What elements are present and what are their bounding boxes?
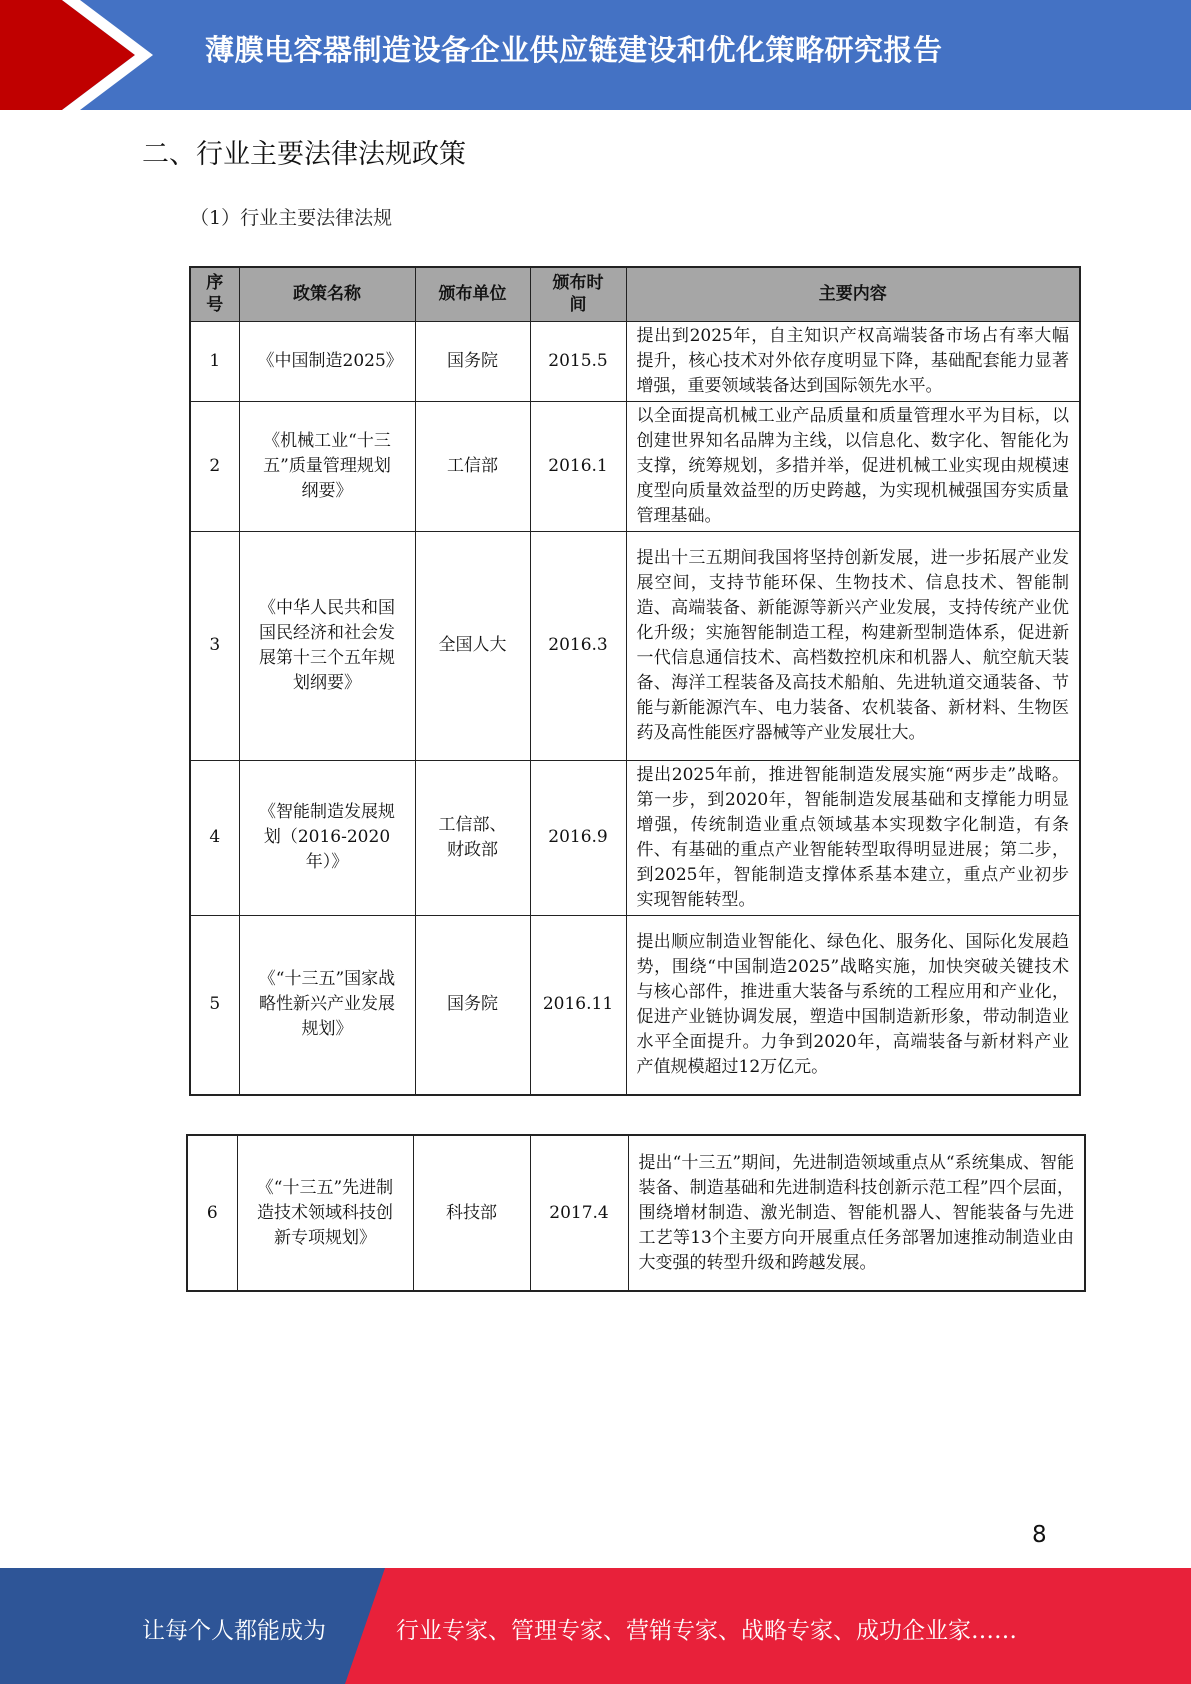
table-header-row: [190, 267, 1080, 321]
table-row: [190, 760, 1080, 915]
row-content: 提出顺应制造业智能化、绿色化、服务化、国际化发展趋势，围绕“中国制造2025”战略实施，加快突破关键技术与核心部件，推进重大装备与系统的工程应用和产业化，促进产业链协调发展，塑造中国制造新形象，带动制造业水平全面提升。力争到2020年，高端装备与新材料产业产值规模超过12万亿元。: [626, 915, 1080, 1095]
row-no: 2: [190, 401, 239, 531]
subsection-title: （1）行业主要法律法规: [190, 207, 393, 229]
row-no: 1: [190, 321, 239, 401]
row-issuer: 工信部: [415, 401, 530, 531]
row-name: 《中国制造2025》: [239, 321, 415, 401]
row-name: 《机械工业“十三五”质量管理规划纲要》: [239, 401, 415, 531]
row-name: 《“十三五”国家战略性新兴产业发展规划》: [239, 915, 415, 1095]
page-number: 8: [1032, 1522, 1047, 1548]
header-chevron-decoration: [0, 0, 160, 110]
footer-slogan-right: 行业专家、管理专家、营销专家、战略专家、成功企业家……: [396, 1618, 1017, 1644]
table-row: [190, 531, 1080, 760]
row-date: 2017.4: [530, 1135, 628, 1291]
header-issuer: 颁布单位: [415, 267, 530, 321]
header-no: 序号: [190, 267, 239, 321]
row-content: 提出十三五期间我国将坚持创新发展，进一步拓展产业发展空间，支持节能环保、生物技术、信息技术、智能制造、高端装备、新能源等新兴产业发展，支持传统产业优化升级；实施智能制造工程，构建新型制造体系，促进新一代信息通信技术、高档数控机床和机器人、航空航天装备、海洋工程装备及高技术船舶、先进轨道交通装备、节能与新能源汽车、电力装备、农机装备、新材料、生物医药及高性能医疗器械等产业发展壮大。: [626, 531, 1080, 760]
row-date: 2016.9: [530, 760, 626, 915]
footer-slogan-left: 让每个人都能成为: [142, 1618, 326, 1644]
row-content: 提出到2025年，自主知识产权高端装备市场占有率大幅提升，核心技术对外依存度明显下降，基础配套能力显著增强，重要领域装备达到国际领先水平。: [626, 321, 1080, 401]
row-date: 2016.1: [530, 401, 626, 531]
page-footer: [0, 1568, 1191, 1684]
row-issuer: 国务院: [415, 915, 530, 1095]
row-issuer: 国务院: [415, 321, 530, 401]
section-title: 二、行业主要法律法规政策: [142, 139, 466, 170]
row-date: 2016.11: [530, 915, 626, 1095]
policy-table-continued: [186, 1134, 1086, 1292]
row-no: 6: [187, 1135, 237, 1291]
row-date: 2015.5: [530, 321, 626, 401]
row-no: 3: [190, 531, 239, 760]
header-content: 主要内容: [626, 267, 1080, 321]
table-row: [190, 915, 1080, 1095]
row-name: 《“十三五”先进制造技术领域科技创新专项规划》: [237, 1135, 413, 1291]
row-name: 《中华人民共和国国民经济和社会发展第十三个五年规划纲要》: [239, 531, 415, 760]
row-issuer: 全国人大: [415, 531, 530, 760]
table-row: [190, 321, 1080, 401]
row-date: 2016.3: [530, 531, 626, 760]
row-no: 5: [190, 915, 239, 1095]
table-row: [187, 1135, 1085, 1291]
row-content: 提出2025年前，推进智能制造发展实施“两步走”战略。第一步，到2020年，智能制造发展基础和支撑能力明显增强，传统制造业重点领域基本实现数字化制造，有条件、有基础的重点产业智能转型取得明显进展；第二步，到2025年，智能制造支撑体系基本建立，重点产业初步实现智能转型。: [626, 760, 1080, 915]
report-title: 薄膜电容器制造设备企业供应链建设和优化策略研究报告: [205, 33, 943, 67]
policy-table: [189, 266, 1081, 1096]
page-header: [0, 0, 1191, 110]
row-issuer: 科技部: [413, 1135, 530, 1291]
header-date: 颁布时间: [530, 267, 626, 321]
table-row: [190, 401, 1080, 531]
row-no: 4: [190, 760, 239, 915]
row-content: 提出“十三五”期间，先进制造领域重点从“系统集成、智能装备、制造基础和先进制造科技创新示范工程”四个层面，围绕增材制造、激光制造、智能机器人、智能装备与先进工艺等13个主要方向开展重点任务部署加速推动制造业由大变强的转型升级和跨越发展。: [628, 1135, 1085, 1291]
header-name: 政策名称: [239, 267, 415, 321]
row-issuer: 工信部、财政部: [415, 760, 530, 915]
header-red-block: [0, 0, 135, 110]
row-name: 《智能制造发展规划（2016-2020年）》: [239, 760, 415, 915]
row-content: 以全面提高机械工业产品质量和质量管理水平为目标，以创建世界知名品牌为主线，以信息化、数字化、智能化为支撑，统筹规划，多措并举，促进机械工业实现由规模速度型向质量效益型的历史跨越，为实现机械强国夯实质量管理基础。: [626, 401, 1080, 531]
